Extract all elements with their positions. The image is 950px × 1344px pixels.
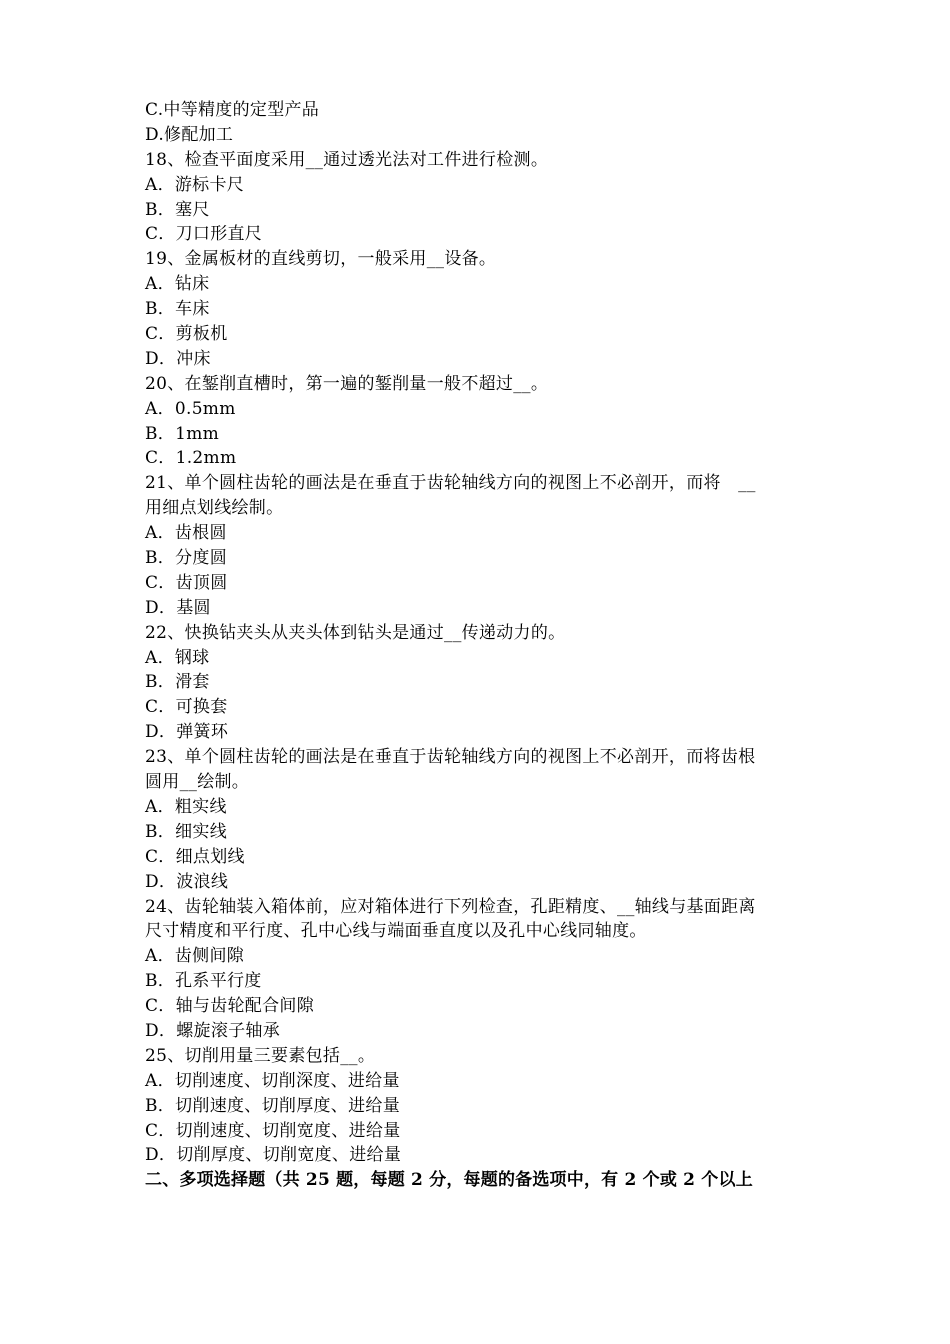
option-c-q20: C．1.2mm (145, 448, 237, 469)
option-a-q22: A．钢球 (145, 647, 210, 668)
option-d-q24: D．螺旋滚子轴承 (145, 1020, 281, 1041)
question-24: 24、齿轮轴装入箱体前，应对箱体进行下列检查，孔距精度、__轴线与基面距离 (145, 896, 756, 917)
option-d-q23: D．波浪线 (145, 871, 229, 892)
option-b-q24: B．孔系平行度 (145, 971, 262, 992)
option-c-q18: C．刀口形直尺 (145, 224, 263, 245)
option-b-q19: B．车床 (145, 299, 210, 320)
question-19: 19、金属板材的直线剪切，一般采用__设备。 (145, 249, 497, 270)
section-heading-multiple-choice: 二、多项选择题（共 25 题，每题 2 分，每题的备选项中，有 2 个或 2 个以上 (145, 1170, 753, 1191)
question-22: 22、快换钻夹头从夹头体到钻头是通过__传递动力的。 (145, 622, 566, 643)
option-c-q22: C．可换套 (145, 697, 228, 718)
option-a-q19: A．钻床 (145, 274, 210, 295)
question-18: 18、检查平面度采用__通过透光法对工件进行检测。 (145, 149, 549, 170)
option-a-q24: A．齿侧间隙 (145, 946, 245, 967)
option-d-q19: D．冲床 (145, 348, 211, 369)
option-c-q25: C．切削速度、切削宽度、进给量 (145, 1120, 401, 1141)
option-a-q25: A．切削速度、切削深度、进给量 (145, 1070, 400, 1091)
option-b-q22: B．滑套 (145, 672, 210, 693)
option-d-q21: D．基圆 (145, 597, 211, 618)
option-c-q17: C.中等精度的定型产品 (145, 100, 320, 120)
option-a-q21: A．齿根圆 (145, 523, 227, 544)
option-d-q17: D.修配加工 (145, 124, 234, 145)
question-25: 25、切削用量三要素包括__。 (145, 1045, 376, 1066)
document-page (145, 98, 810, 1193)
option-d-q25: D．切削厚度、切削宽度、进给量 (145, 1145, 402, 1166)
option-a-q23: A．粗实线 (145, 796, 227, 817)
question-20: 20、在錾削直槽时，第一遍的錾削量一般不超过__。 (145, 373, 549, 394)
question-24-cont: 尺寸精度和平行度、孔中心线与端面垂直度以及孔中心线同轴度。 (145, 921, 647, 942)
question-23: 23、单个圆柱齿轮的画法是在垂直于齿轮轴线方向的视图上不必剖开，而将齿根 (145, 747, 756, 768)
option-c-q21: C．齿顶圆 (145, 572, 228, 593)
question-21-cont: 用细点划线绘制。 (145, 498, 284, 519)
option-b-q18: B．塞尺 (145, 199, 210, 220)
question-21: 21、单个圆柱齿轮的画法是在垂直于齿轮轴线方向的视图上不必剖开，而将 __ (145, 473, 756, 494)
option-b-q25: B．切削速度、切削厚度、进给量 (145, 1095, 400, 1116)
option-c-q23: C．细点划线 (145, 846, 245, 867)
option-a-q20: A．0.5mm (145, 398, 236, 419)
option-b-q23: B．细实线 (145, 821, 227, 842)
option-b-q20: B．1mm (145, 423, 220, 444)
option-d-q22: D．弹簧环 (145, 722, 229, 743)
option-a-q18: A．游标卡尺 (145, 174, 245, 195)
option-c-q24: C．轴与齿轮配合间隙 (145, 996, 315, 1017)
option-c-q19: C．剪板机 (145, 324, 228, 345)
question-23-cont: 圆用__绘制。 (145, 772, 250, 793)
option-b-q21: B．分度圆 (145, 548, 227, 569)
